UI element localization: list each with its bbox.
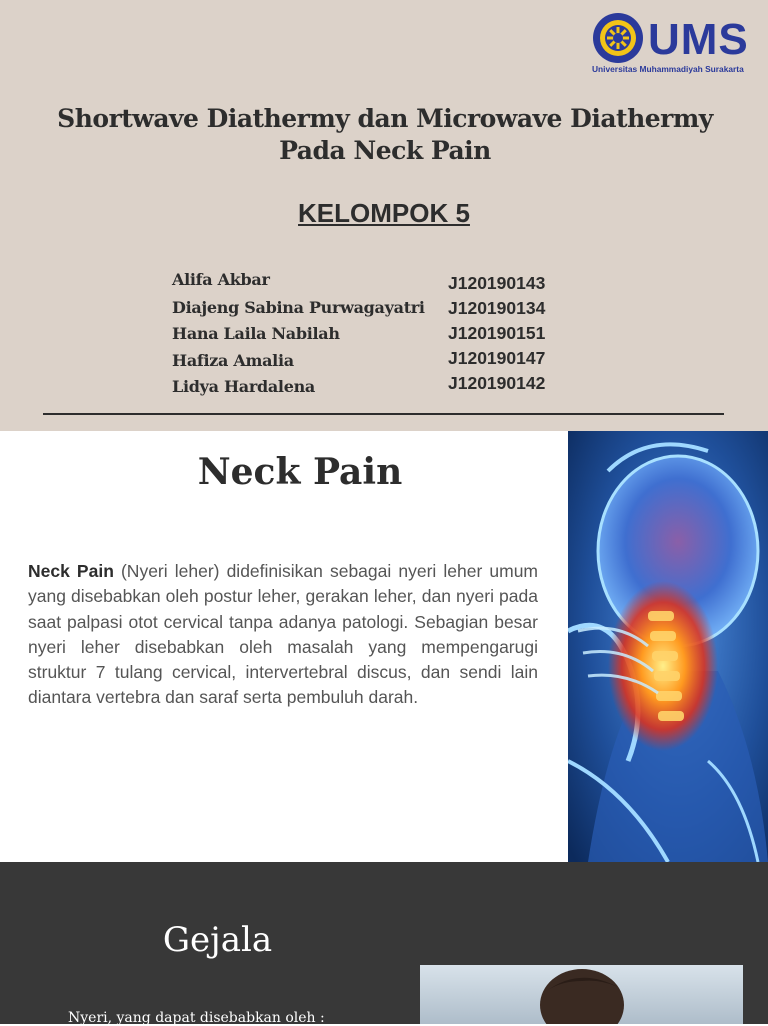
neck-pain-body: (Nyeri leher) didefinisikan sebagai nyeri leher umum yang disebabkan oleh postur leher, gerakan leher, dan nyeri pada saat palpasi otot cervical tanpa adanya patologi. Sebagian besar nyeri leher disebabkan oleh masalah yang mempengarugi struktur 7 tulang cervical, intervertebral discus, dan sendi lain diantara vertebra dan saraf serta pembuluh darah. xyxy=(28,561,539,708)
neck-pain-paragraph xyxy=(28,559,538,711)
title-line-1: Shortwave Diathermy dan Microwave Diathermy xyxy=(57,104,713,133)
neck-xray-image xyxy=(568,431,768,862)
ums-logo xyxy=(590,12,760,78)
member-name: Hana Laila Nabilah xyxy=(172,324,340,343)
logo-subtitle: Universitas Muhammadiyah Surakarta xyxy=(592,64,744,74)
member-name: Hafiza Amalia xyxy=(172,351,294,370)
member-id: J120190147 xyxy=(448,348,546,368)
ums-seal-icon xyxy=(592,12,644,64)
member-name: Lidya Hardalena xyxy=(172,377,315,396)
member-id: J120190143 xyxy=(448,273,546,293)
member-id: J120190134 xyxy=(448,298,546,318)
neck-pain-lead: Neck Pain xyxy=(28,561,114,581)
title-section xyxy=(0,0,768,431)
page-title xyxy=(40,103,730,167)
member-id: J120190151 xyxy=(448,323,546,343)
gejala-heading: Gejala xyxy=(162,920,273,960)
member-name: Diajeng Sabina Purwagayatri xyxy=(172,298,425,317)
gejala-text: Nyeri, yang dapat disebabkan oleh : xyxy=(68,1010,325,1026)
group-label: KELOMPOK 5 xyxy=(298,198,470,228)
member-name: Alifa Akbar xyxy=(172,270,270,289)
gejala-section xyxy=(0,862,768,1024)
title-line-2: Pada Neck Pain xyxy=(279,136,491,165)
logo-text: UMS xyxy=(648,15,749,64)
section-divider xyxy=(43,413,724,415)
neck-pain-section xyxy=(0,431,768,862)
member-id: J120190142 xyxy=(448,373,546,393)
neck-pain-heading: Neck Pain xyxy=(197,451,403,493)
person-photo xyxy=(420,965,743,1024)
